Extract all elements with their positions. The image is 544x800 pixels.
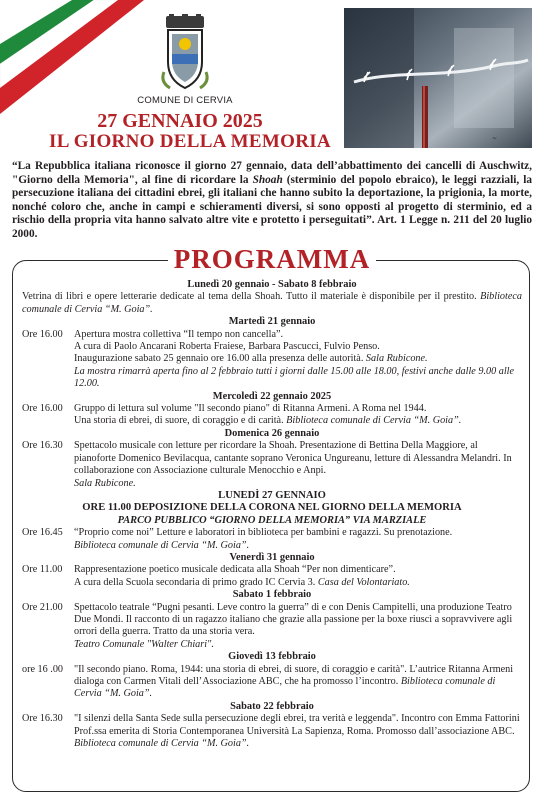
programma-heading: PROGRAMMA — [0, 244, 544, 275]
event-time: ore 16 .00 — [22, 663, 64, 675]
cervia-crest-icon — [160, 14, 210, 94]
event-item: Ore 16.45 “Proprio come noi” Letture e laboratori in biblioteca per bambini e ragazzi. Su prenotazione. Biblioteca comunale di Cervia “M. Goia”. — [22, 527, 453, 551]
event-date: 27 GENNAIO 2025 — [97, 110, 263, 132]
ceremony-title: ORE 11.00 DEPOSIZIONE DELLA CORONA NEL GIORNO DELLA MEMORIA — [82, 502, 462, 514]
event-time: Ore 16.30 — [22, 440, 63, 452]
ceremony-location: PARCO PUBBLICO “GIORNO DELLA MEMORIA” VIA MARZIALE — [117, 514, 427, 526]
event-item: Ore 16.30 "I silenzi della Santa Sede sulla persecuzione degli ebrei, tra verità e leggenda". Incontro con Emma Fattorini Prof.ssa emerita di Storia Contemporanea Università La Sapienza, Roma. Promosso dall’associazione ABC. Biblioteca comunale di Cervia “M. Goia”. — [22, 713, 520, 750]
event-item: ore 16 .00 "Il secondo piano. Roma, 1944: una storia di ebrei, di suore, di coraggio e carità". L’autrice Ritanna Armeni dialoga con Carmen Vitali dell’Associazione ABC, che ha promosso l’incontro. Biblioteca comunale di Cervia “M. Goia”. — [22, 663, 514, 700]
svg-text:~: ~ — [492, 135, 498, 142]
event-item: Ore 21.00 Spettacolo teatrale “Pugni pesanti. Leve contro la guerra” di e con Denis Campitelli, una produzione Teatro Due Mondi. Il racconto di un ragazzo italiano che grazie alla passione per la boxe riuscì a sopravvivere agli orrori della guerra. Tratto da una storia vera. Teatro Comunale "Walter Chiari". — [22, 601, 513, 650]
barbed-wire-painting — [344, 8, 532, 148]
event-time: Ore 16.00 — [22, 403, 63, 415]
day-heading: Sabato 22 febbraio — [230, 700, 314, 712]
event-description: Vetrina di libri e opere letterarie dedicate al tema della Shoah. Tutto il materiale è disponibile per il prestito. Biblioteca comunale di Cervia “M. Goia”. — [22, 291, 522, 315]
day-heading: Sabato 1 febbraio — [232, 589, 312, 601]
day-heading: Venerdì 31 gennaio — [229, 551, 315, 563]
event-time: Ore 21.00 — [22, 601, 63, 613]
law-quote: “La Repubblica italiana riconosce il giorno 27 gennaio, data dell’abbattimento dei cancelli di Auschwitz, "Giorno della Memoria", al fine di ricordare la Shoah (sterminio del popolo ebraico), le leggi razziali, la persecuzione italiana dei cittadini ebrei, gli italiani che hanno subito la deportazione, la prigionia, la morte, nonché coloro che, anche in campi e schieramenti diversi, si sono opposti al progetto di sterminio, ed a rischio della propria vita hanno salvato altre vite e protetto i perseguitati”. Art. 1 Legge n. 211 del 20 luglio 2000. — [12, 160, 532, 240]
program-list — [22, 279, 522, 750]
event-time: Ore 11.00 — [22, 564, 63, 576]
event-item: Ore 11.00 Rappresentazione poetico musicale dedicata alla Shoah “Per non dimenticare”. A cura della Scuola secondaria di primo grado IC Cervia 3. Casa del Volontariato. — [22, 564, 410, 588]
page-title: IL GIORNO DELLA MEMORIA — [49, 131, 331, 152]
event-item: Ore 16.00 Apertura mostra collettiva “Il tempo non cancella”. A cura di Paolo Ancarani Roberta Fraiese, Barbara Pascucci, Fulvio Penso. Inaugurazione sabato 25 gennaio ore 16.00 alla presenza delle autorità. Sala Rubicone. La mostra rimarrà aperta fino al 2 febbraio tutti i giorni dalle 15.00 alle 18.00, festivi anche dalle 9.00 alle 12.00. — [22, 328, 515, 390]
day-heading: Lunedì 20 gennaio - Sabato 8 febbraio — [187, 279, 357, 290]
day-heading: Domenica 26 gennaio — [224, 427, 320, 439]
event-item: Ore 16.30 Spettacolo musicale con letture per ricordare la Shoah. Presentazione di Bettina Della Maggiore, al pianoforte Domenico Bevilacqua, cantante soprano Veronica Ungureanu, letture di Alessandra Melandri. In collaborazione con Associazione culturale Menocchio e Anpi. Sala Rubicone. — [22, 440, 512, 489]
comune-label: COMUNE DI CERVIA — [137, 95, 233, 106]
event-time: Ore 16.30 — [22, 713, 63, 725]
event-item: Ore 16.00 Gruppo di lettura sul volume "Il secondo piano" di Ritanna Armeni. A Roma nel 1944. Una storia di ebrei, di suore, di coraggio e di carità. Biblioteca comunale di Cervia “M. Goia”. — [22, 403, 462, 427]
event-time: Ore 16.45 — [22, 527, 63, 539]
day-heading: Giovedì 13 febbraio — [228, 651, 316, 663]
day-heading: Mercoledì 22 gennaio 2025 — [212, 390, 332, 402]
day-heading: Martedì 21 gennaio — [228, 316, 316, 328]
event-time: Ore 16.00 — [22, 328, 63, 340]
day-heading: LUNEDÌ 27 GENNAIO — [218, 489, 326, 501]
